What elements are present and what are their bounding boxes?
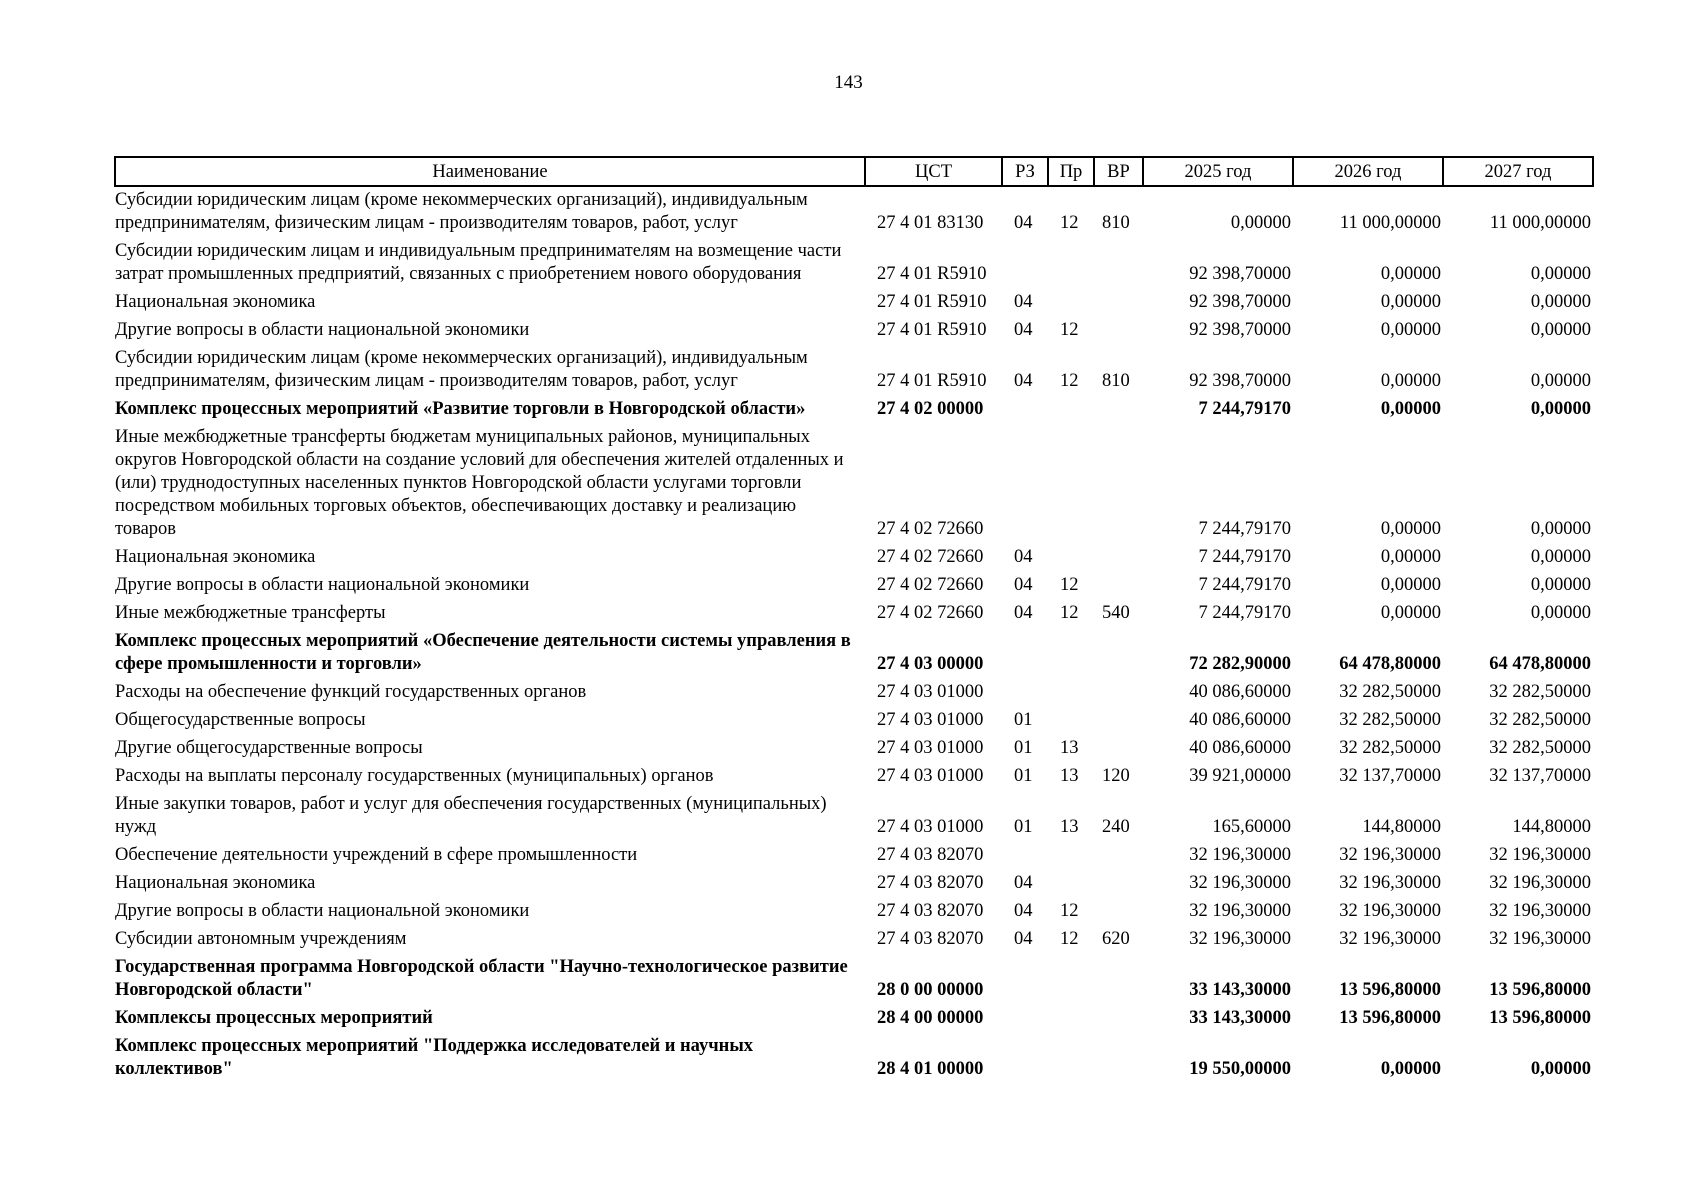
- cell-2027: 0,00000: [1530, 575, 1591, 595]
- cell-cst: 27 4 03 01000: [877, 738, 984, 758]
- cell-2025: 165,60000: [1212, 817, 1291, 837]
- cell-2027: 0,00000: [1530, 399, 1591, 419]
- cell-pr: 12: [1060, 901, 1079, 921]
- cell-cst: 27 4 03 82070: [877, 873, 984, 893]
- cell-pr: 12: [1060, 929, 1079, 949]
- table-row: [115, 898, 1593, 926]
- cell-name: Национальная экономика: [115, 873, 316, 893]
- cell-name: Расходы на выплаты персоналу государственных (муниципальных) органов: [115, 766, 714, 786]
- page-number: 143: [834, 72, 863, 93]
- cell-vr: [1094, 289, 1143, 317]
- cell-2025: 32 196,30000: [1189, 873, 1291, 893]
- cell-rz: 04: [1014, 547, 1033, 567]
- cell-pr: 12: [1060, 575, 1079, 595]
- cell-rz: 04: [1014, 213, 1033, 233]
- cell-2027: 64 478,80000: [1489, 654, 1591, 674]
- cell-2027: 0,00000: [1530, 371, 1591, 391]
- cell-2026: 32 196,30000: [1339, 901, 1441, 921]
- cell-2026: 0,00000: [1380, 547, 1441, 567]
- cell-2027: 0,00000: [1530, 519, 1591, 539]
- cell-2027: 0,00000: [1530, 1059, 1591, 1079]
- cell-cst: 27 4 01 R5910: [877, 292, 987, 312]
- cell-name: Другие общегосударственные вопросы: [115, 738, 423, 758]
- cell-cst: 28 4 01 00000: [877, 1059, 984, 1079]
- cell-cst: 27 4 02 00000: [877, 399, 984, 419]
- table-row: [115, 424, 1593, 544]
- cell-2026: 0,00000: [1380, 371, 1441, 391]
- cell-pr: 12: [1060, 371, 1079, 391]
- cell-2026: 32 137,70000: [1339, 766, 1441, 786]
- budget-table: [114, 156, 1594, 1084]
- cell-rz: 04: [1014, 292, 1033, 312]
- header-2026: 2026 год: [1293, 157, 1443, 186]
- cell-vr: [1094, 1005, 1143, 1033]
- cell-2026: 0,00000: [1380, 399, 1441, 419]
- cell-cst: 27 4 01 R5910: [877, 371, 987, 391]
- cell-vr: [1094, 954, 1143, 1005]
- cell-rz: [1002, 679, 1048, 707]
- table-row: [115, 544, 1593, 572]
- cell-2025: 7 244,79170: [1198, 547, 1291, 567]
- cell-cst: 27 4 02 72660: [877, 603, 984, 623]
- cell-rz: 04: [1014, 929, 1033, 949]
- cell-vr: [1094, 1033, 1143, 1084]
- cell-2025: 0,00000: [1230, 213, 1291, 233]
- cell-rz: [1002, 1033, 1048, 1084]
- cell-name: Субсидии автономным учреждениям: [115, 929, 407, 949]
- table-header-row: [115, 157, 1593, 186]
- cell-cst: 27 4 03 00000: [877, 654, 984, 674]
- cell-rz: 04: [1014, 371, 1033, 391]
- cell-name: Субсидии юридическим лицам и индивидуальным предпринимателям на возмещение части затрат промышленных предприятий, связанных с приобретением нового оборудования: [115, 241, 842, 284]
- cell-name: Иные закупки товаров, работ и услуг для обеспечения государственных (муниципальных) нужд: [115, 794, 827, 837]
- cell-2026: 0,00000: [1380, 575, 1441, 595]
- cell-name: Иные межбюджетные трансферты: [115, 603, 386, 623]
- table-row: [115, 572, 1593, 600]
- cell-vr: [1094, 396, 1143, 424]
- table-row: [115, 345, 1593, 396]
- cell-2025: 92 398,70000: [1189, 371, 1291, 391]
- cell-pr: [1048, 1005, 1094, 1033]
- cell-pr: [1048, 842, 1094, 870]
- cell-rz: 01: [1014, 766, 1033, 786]
- cell-2027: 32 282,50000: [1489, 738, 1591, 758]
- cell-cst: 27 4 03 82070: [877, 845, 984, 865]
- cell-2025: 92 398,70000: [1189, 320, 1291, 340]
- cell-2027: 11 000,00000: [1489, 213, 1591, 233]
- cell-vr: [1094, 424, 1143, 544]
- cell-vr: 120: [1102, 766, 1130, 786]
- header-pr: Пр: [1048, 157, 1094, 186]
- cell-cst: 27 4 01 R5910: [877, 320, 987, 340]
- cell-cst: 27 4 02 72660: [877, 547, 984, 567]
- cell-2026: 32 196,30000: [1339, 845, 1441, 865]
- cell-2027: 0,00000: [1530, 547, 1591, 567]
- cell-cst: 27 4 01 R5910: [877, 264, 987, 284]
- cell-2025: 32 196,30000: [1189, 901, 1291, 921]
- cell-2025: 40 086,60000: [1189, 710, 1291, 730]
- cell-vr: 240: [1102, 817, 1130, 837]
- cell-name: Комплекс процессных мероприятий «Обеспечение деятельности системы управления в сфере промышленности и торговли»: [115, 631, 851, 674]
- table-row: [115, 679, 1593, 707]
- cell-pr: 12: [1060, 603, 1079, 623]
- cell-name: Другие вопросы в области национальной экономики: [115, 575, 530, 595]
- cell-2025: 7 244,79170: [1198, 519, 1291, 539]
- cell-2026: 0,00000: [1380, 292, 1441, 312]
- cell-pr: [1048, 424, 1094, 544]
- cell-vr: [1094, 572, 1143, 600]
- cell-2027: 32 282,50000: [1489, 682, 1591, 702]
- cell-rz: 04: [1014, 575, 1033, 595]
- cell-rz: [1002, 628, 1048, 679]
- cell-rz: 04: [1014, 320, 1033, 340]
- cell-rz: 04: [1014, 901, 1033, 921]
- cell-2026: 0,00000: [1380, 320, 1441, 340]
- cell-2025: 7 244,79170: [1198, 575, 1291, 595]
- cell-2026: 0,00000: [1380, 264, 1441, 284]
- table-row: [115, 600, 1593, 628]
- cell-2025: 40 086,60000: [1189, 738, 1291, 758]
- cell-cst: 27 4 03 82070: [877, 929, 984, 949]
- cell-vr: [1094, 898, 1143, 926]
- cell-2027: 0,00000: [1530, 603, 1591, 623]
- cell-rz: 01: [1014, 710, 1033, 730]
- cell-2026: 13 596,80000: [1339, 980, 1441, 1000]
- cell-name: Субсидии юридическим лицам (кроме некоммерческих организаций), индивидуальным предпринимателям, физическим лицам - производителям товаров, работ, услуг: [115, 348, 808, 391]
- cell-vr: [1094, 870, 1143, 898]
- cell-pr: [1048, 707, 1094, 735]
- cell-2026: 32 282,50000: [1339, 682, 1441, 702]
- cell-name: Другие вопросы в области национальной экономики: [115, 320, 530, 340]
- cell-pr: [1048, 1033, 1094, 1084]
- cell-2027: 32 196,30000: [1489, 929, 1591, 949]
- cell-2026: 0,00000: [1380, 603, 1441, 623]
- cell-pr: 12: [1060, 320, 1079, 340]
- cell-2025: 7 244,79170: [1198, 399, 1291, 419]
- header-2025: 2025 год: [1143, 157, 1293, 186]
- cell-vr: 540: [1102, 603, 1130, 623]
- cell-vr: [1094, 628, 1143, 679]
- cell-rz: 01: [1014, 738, 1033, 758]
- cell-pr: [1048, 289, 1094, 317]
- table-row: [115, 954, 1593, 1005]
- cell-pr: [1048, 628, 1094, 679]
- header-vr: ВР: [1094, 157, 1143, 186]
- cell-name: Комплекс процессных мероприятий «Развитие торговли в Новгородской области»: [115, 399, 806, 419]
- table-row: [115, 1005, 1593, 1033]
- table-row: [115, 1033, 1593, 1084]
- cell-2025: 92 398,70000: [1189, 264, 1291, 284]
- cell-2027: 0,00000: [1530, 292, 1591, 312]
- table-body: [115, 186, 1593, 1084]
- cell-vr: [1094, 707, 1143, 735]
- cell-pr: [1048, 544, 1094, 572]
- cell-name: Комплексы процессных мероприятий: [115, 1008, 433, 1028]
- cell-2027: 0,00000: [1530, 320, 1591, 340]
- cell-pr: [1048, 954, 1094, 1005]
- cell-2026: 32 282,50000: [1339, 738, 1441, 758]
- table-row: [115, 186, 1593, 238]
- cell-cst: 27 4 03 01000: [877, 682, 984, 702]
- cell-2025: 19 550,00000: [1189, 1059, 1291, 1079]
- cell-name: Иные межбюджетные трансферты бюджетам муниципальных районов, муниципальных округов Новгородской области на создание условий для обеспечения жителей отдаленных и (или) труднодоступных населенных пунктов Новгородской области услугами торговли посредством мобильных торговых объектов, обеспечивающих доставку и реализацию товаров: [115, 427, 844, 539]
- cell-name: Государственная программа Новгородской области "Научно-технологическое развитие Новгородской области": [115, 957, 848, 1000]
- cell-2027: 32 282,50000: [1489, 710, 1591, 730]
- cell-vr: 620: [1102, 929, 1130, 949]
- cell-rz: 04: [1014, 873, 1033, 893]
- cell-2027: 13 596,80000: [1489, 1008, 1591, 1028]
- cell-2025: 72 282,90000: [1189, 654, 1291, 674]
- cell-pr: 13: [1060, 817, 1079, 837]
- cell-rz: [1002, 238, 1048, 289]
- cell-2026: 0,00000: [1380, 519, 1441, 539]
- cell-vr: [1094, 238, 1143, 289]
- cell-2025: 92 398,70000: [1189, 292, 1291, 312]
- cell-rz: 01: [1014, 817, 1033, 837]
- cell-name: Расходы на обеспечение функций государственных органов: [115, 682, 587, 702]
- cell-name: Национальная экономика: [115, 547, 316, 567]
- cell-pr: [1048, 396, 1094, 424]
- table-row: [115, 735, 1593, 763]
- cell-cst: 27 4 03 82070: [877, 901, 984, 921]
- cell-2026: 64 478,80000: [1339, 654, 1441, 674]
- cell-2025: 33 143,30000: [1189, 1008, 1291, 1028]
- cell-pr: 13: [1060, 738, 1079, 758]
- cell-name: Национальная экономика: [115, 292, 316, 312]
- table-row: [115, 870, 1593, 898]
- cell-rz: [1002, 842, 1048, 870]
- cell-2025: 33 143,30000: [1189, 980, 1291, 1000]
- table-row: [115, 396, 1593, 424]
- cell-pr: 12: [1060, 213, 1079, 233]
- table-row: [115, 628, 1593, 679]
- cell-2026: 13 596,80000: [1339, 1008, 1441, 1028]
- header-name: Наименование: [115, 157, 865, 186]
- cell-2025: 7 244,79170: [1198, 603, 1291, 623]
- header-cst: ЦСТ: [865, 157, 1002, 186]
- cell-pr: [1048, 238, 1094, 289]
- table-row: [115, 791, 1593, 842]
- cell-vr: 810: [1102, 213, 1130, 233]
- cell-cst: 27 4 03 01000: [877, 766, 984, 786]
- cell-2025: 39 921,00000: [1189, 766, 1291, 786]
- table-row: [115, 842, 1593, 870]
- cell-rz: [1002, 1005, 1048, 1033]
- cell-2027: 144,80000: [1512, 817, 1591, 837]
- cell-rz: [1002, 424, 1048, 544]
- cell-2026: 11 000,00000: [1339, 213, 1441, 233]
- cell-2026: 32 196,30000: [1339, 929, 1441, 949]
- cell-pr: 13: [1060, 766, 1079, 786]
- cell-2027: 32 196,30000: [1489, 901, 1591, 921]
- cell-cst: 27 4 01 83130: [877, 213, 984, 233]
- cell-name: Субсидии юридическим лицам (кроме некоммерческих организаций), индивидуальным предпринимателям, физическим лицам - производителям товаров, работ, услуг: [115, 190, 808, 233]
- cell-vr: [1094, 679, 1143, 707]
- cell-2025: 32 196,30000: [1189, 845, 1291, 865]
- table-row: [115, 926, 1593, 954]
- table-row: [115, 707, 1593, 735]
- cell-2027: 32 137,70000: [1489, 766, 1591, 786]
- cell-rz: 04: [1014, 603, 1033, 623]
- table-row: [115, 238, 1593, 289]
- cell-2025: 32 196,30000: [1189, 929, 1291, 949]
- cell-2027: 32 196,30000: [1489, 845, 1591, 865]
- cell-2026: 144,80000: [1362, 817, 1441, 837]
- cell-vr: [1094, 842, 1143, 870]
- cell-cst: 27 4 02 72660: [877, 519, 984, 539]
- cell-name: Другие вопросы в области национальной экономики: [115, 901, 530, 921]
- cell-rz: [1002, 396, 1048, 424]
- cell-cst: 28 0 00 00000: [877, 980, 984, 1000]
- cell-2026: 0,00000: [1380, 1059, 1441, 1079]
- table-row: [115, 763, 1593, 791]
- cell-2025: 40 086,60000: [1189, 682, 1291, 702]
- cell-rz: [1002, 954, 1048, 1005]
- cell-name: Общегосударственные вопросы: [115, 710, 366, 730]
- cell-pr: [1048, 679, 1094, 707]
- cell-cst: 28 4 00 00000: [877, 1008, 984, 1028]
- cell-2027: 32 196,30000: [1489, 873, 1591, 893]
- cell-2027: 0,00000: [1530, 264, 1591, 284]
- cell-2026: 32 196,30000: [1339, 873, 1441, 893]
- cell-vr: [1094, 317, 1143, 345]
- table-row: [115, 317, 1593, 345]
- table-row: [115, 289, 1593, 317]
- cell-vr: [1094, 735, 1143, 763]
- cell-cst: 27 4 02 72660: [877, 575, 984, 595]
- cell-cst: 27 4 03 01000: [877, 817, 984, 837]
- cell-cst: 27 4 03 01000: [877, 710, 984, 730]
- cell-name: Комплекс процессных мероприятий "Поддержка исследователей и научных коллективов": [115, 1036, 754, 1079]
- cell-vr: 810: [1102, 371, 1130, 391]
- cell-2027: 13 596,80000: [1489, 980, 1591, 1000]
- cell-vr: [1094, 544, 1143, 572]
- cell-pr: [1048, 870, 1094, 898]
- header-2027: 2027 год: [1443, 157, 1593, 186]
- cell-2026: 32 282,50000: [1339, 710, 1441, 730]
- header-rz: РЗ: [1002, 157, 1048, 186]
- cell-name: Обеспечение деятельности учреждений в сфере промышленности: [115, 845, 638, 865]
